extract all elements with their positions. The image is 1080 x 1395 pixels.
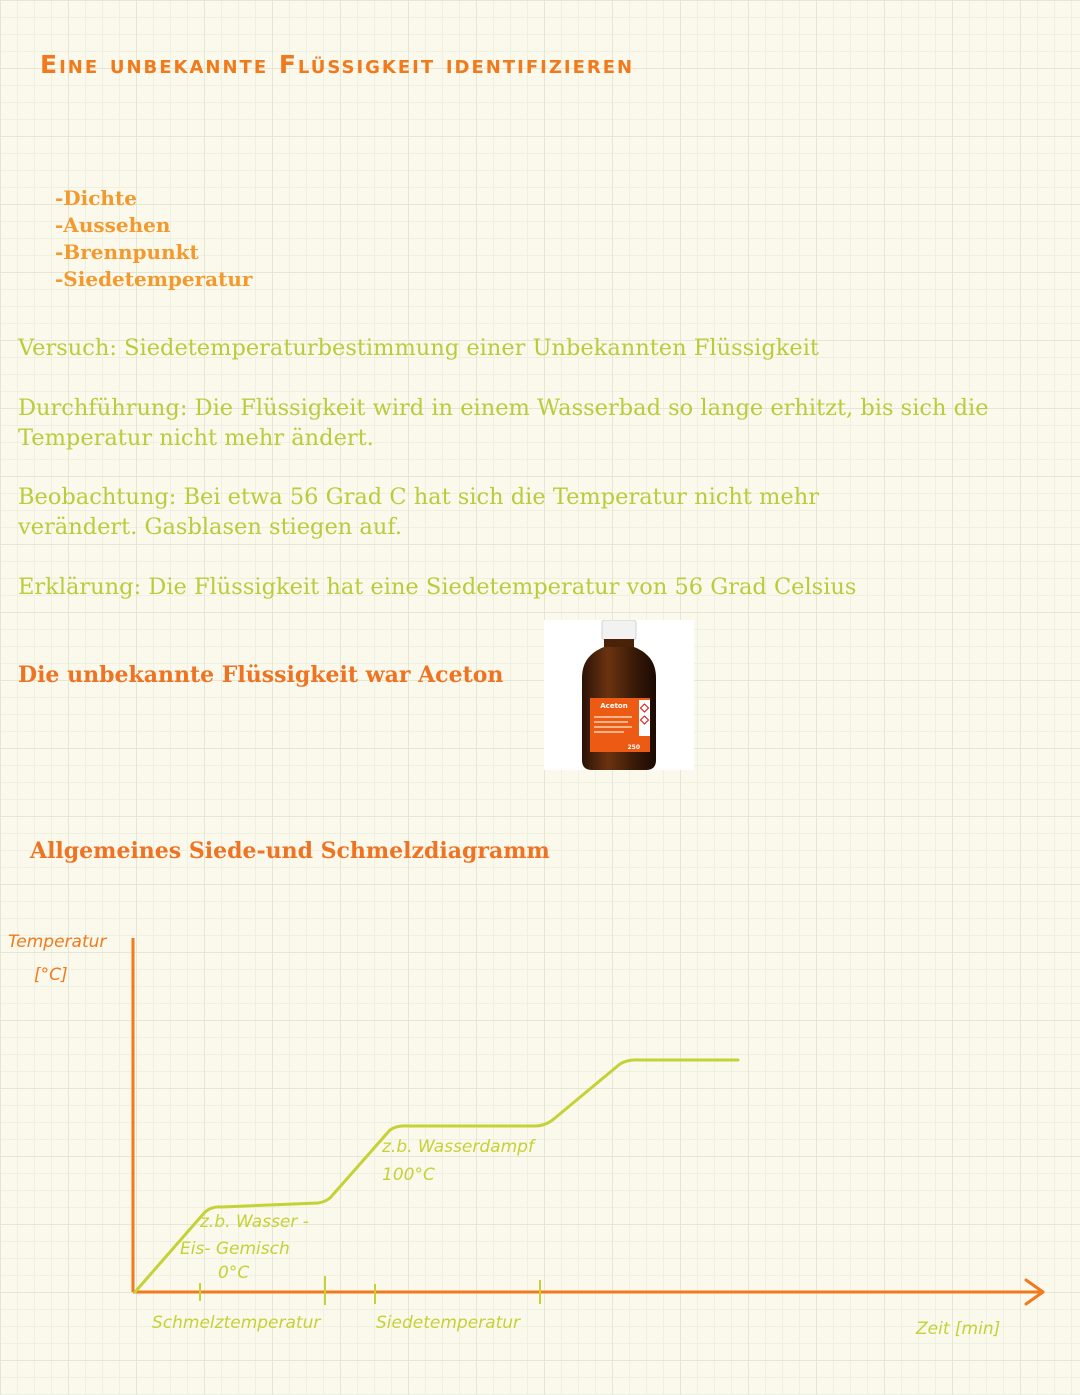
diagram-section-title: Allgemeines Siede-und Schmelzdiagramm: [30, 838, 550, 864]
tick-label-melt: Schmelztemperatur: [152, 1313, 321, 1333]
x-axis-label: Zeit [min]: [916, 1319, 1001, 1339]
durchfuehrung-text: Durchführung: Die Flüssigkeit wird in einem Wasserbad so lange erhitzt, bis sich die Temperatur nicht mehr ändert.: [18, 395, 989, 451]
property-item: -Siedetemperatur: [55, 267, 253, 291]
property-item: -Brennpunkt: [55, 240, 199, 264]
property-item: -Dichte: [55, 186, 137, 210]
boiling-melting-diagram: [0, 900, 1080, 1360]
melt-annotation-line2: Eis- Gemisch: [180, 1239, 290, 1259]
y-axis-unit: [°C]: [34, 965, 68, 985]
bottle-volume: 250: [627, 744, 640, 751]
boil-annotation-line1: z.b. Wasserdampf: [382, 1137, 534, 1157]
page-title: Eine unbekannte Flüssigkeit identifizieren: [40, 50, 635, 79]
erklaerung-text: Erklärung: Die Flüssigkeit hat eine Siedetemperatur von 56 Grad Celsius: [18, 574, 857, 600]
property-list: [55, 185, 252, 293]
versuch-text: Versuch: Siedetemperaturbestimmung einer Unbekannten Flüssigkeit: [18, 335, 819, 361]
beobachtung-text: Beobachtung: Bei etwa 56 Grad C hat sich die Temperatur nicht mehr verändert. Gasblasen stiegen auf.: [18, 484, 819, 540]
aceton-bottle-image: [544, 620, 694, 770]
bottle-icon: [544, 620, 694, 770]
y-axis-label: Temperatur: [8, 932, 107, 952]
property-item: -Aussehen: [55, 213, 171, 237]
melt-annotation-line1: z.b. Wasser -: [200, 1212, 309, 1232]
tick-label-boil: Siedetemperatur: [376, 1313, 520, 1333]
boil-annotation-line2: 100°C: [382, 1165, 435, 1185]
melt-annotation-line3: 0°C: [218, 1263, 250, 1283]
conclusion-text: Die unbekannte Flüssigkeit war Aceton: [18, 662, 504, 688]
bottle-label-title: Aceton: [600, 702, 628, 710]
